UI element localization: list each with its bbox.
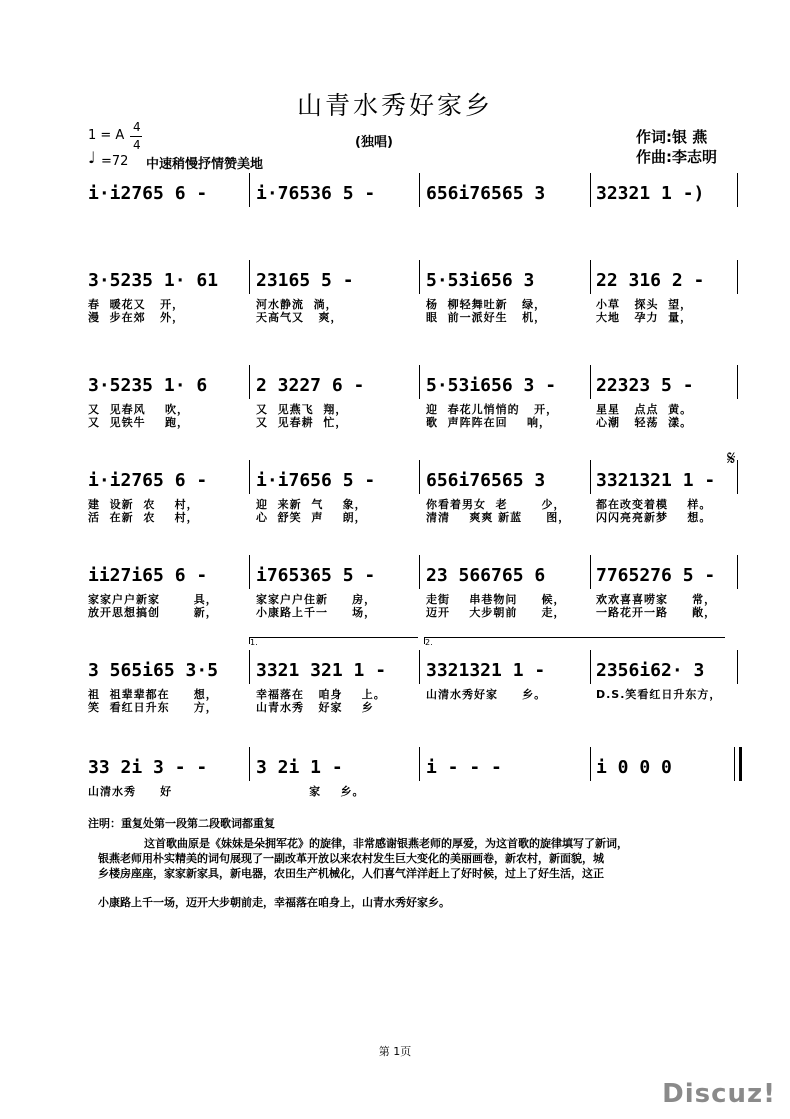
barline bbox=[590, 650, 591, 684]
lyric-verse-2: 小康路上千一 场， bbox=[256, 606, 377, 619]
lyric-verse-1: 你看着男女 老 少， bbox=[426, 498, 566, 511]
paragraph-line-5: 小康路上千一场，迈开大步朝前走，幸福落在咱身上，山青水秀好家乡。 bbox=[98, 896, 450, 909]
lyricist: 作词:银 燕 bbox=[636, 128, 708, 146]
key-signature: 1 = A bbox=[88, 128, 125, 143]
barline bbox=[249, 747, 250, 781]
lyric-verse-2: 又 见铁牛 跑， bbox=[88, 416, 189, 429]
volta-first-ending bbox=[249, 637, 418, 647]
lyric-verse-1: 建 设新 农 村， bbox=[88, 498, 199, 511]
score-line-4 bbox=[86, 470, 738, 524]
barline bbox=[737, 365, 738, 399]
lyric-verse-2: 一路花开一路 敞， bbox=[596, 606, 717, 619]
lyric-verse-2: 心 舒笑 声 朗， bbox=[256, 511, 367, 524]
lyric-verse-1: 又 见燕飞 翔， bbox=[256, 403, 348, 416]
tempo-description: 中速稍慢抒情赞美地 bbox=[146, 157, 264, 172]
barline bbox=[419, 460, 420, 494]
lyric-verse-2: 放开思想搞创 新， bbox=[88, 606, 218, 619]
lyric-verse-2: 又 见春耕 忙， bbox=[256, 416, 348, 429]
score-line-3 bbox=[86, 375, 738, 429]
lyric-verse-1: 家家户户新家 具， bbox=[88, 593, 218, 606]
lyric-verse-2: 活 在新 农 村， bbox=[88, 511, 199, 524]
score-line-2 bbox=[86, 270, 738, 324]
measure: 33 2i 3 - - bbox=[88, 757, 208, 778]
lyric-verse-2: 迈开 大步朝前 走， bbox=[426, 606, 566, 619]
measure: 3·5235 1· 61 bbox=[88, 270, 219, 291]
lyric-verse-1: 星星 点点 黄。 bbox=[596, 403, 693, 416]
watermark-logo: Discuz! bbox=[662, 1079, 776, 1109]
measure: 5·53i656 3 bbox=[426, 270, 535, 291]
lyric-verse-1: 家家户户住新 房， bbox=[256, 593, 377, 606]
lyric-verse-1: 祖 祖辈辈都在 想， bbox=[88, 688, 218, 701]
measure: 3 2i 1 - bbox=[256, 757, 343, 778]
barline bbox=[249, 460, 250, 494]
barline bbox=[590, 365, 591, 399]
lyric-verse-2: 心潮 轻荡 漾。 bbox=[596, 416, 693, 429]
composer: 作曲:李志明 bbox=[636, 148, 717, 166]
lyric-verse-2: 眼 前一派好生 机， bbox=[426, 311, 547, 324]
volta-second-ending bbox=[424, 637, 725, 647]
lyric-verse-1: 幸福落在 咱身 上。 bbox=[256, 688, 386, 701]
score-line-1 bbox=[86, 183, 738, 223]
barline bbox=[419, 365, 420, 399]
paragraph-line-3: 乡楼房座座，家家新家具，新电器，农田生产机械化，人们喜气洋洋赶上了好时候，过上了好生活，这正 bbox=[98, 867, 604, 880]
measure: 23165 5 - bbox=[256, 270, 354, 291]
quarter-note-icon: ♩ bbox=[88, 148, 96, 167]
measure: i - - - bbox=[426, 757, 502, 778]
measure: 32321 1 -) bbox=[596, 183, 705, 204]
page-number: 第 1页 bbox=[378, 1045, 412, 1058]
barline bbox=[737, 650, 738, 684]
lyric-verse-2: 山青水秀 好家 乡 bbox=[256, 701, 374, 714]
lyric-verse-1: 又 见春风 吹， bbox=[88, 403, 189, 416]
barline bbox=[590, 173, 591, 207]
lyric-verse-1: 山清水秀好家 乡。 bbox=[426, 688, 547, 701]
lyric-verse-2: 清清 爽爽 新蓝 图， bbox=[426, 511, 571, 524]
tempo-marking: =72 bbox=[101, 154, 129, 169]
performance-type: (独唱) bbox=[355, 135, 393, 150]
lyric-verse-1: 都在改变着模 样。 bbox=[596, 498, 712, 511]
barline bbox=[249, 650, 250, 684]
lyric-verse-1: D.S.笑看红日升东方， bbox=[596, 688, 722, 701]
lyric-verse-2: 笑 看红日升东 方， bbox=[88, 701, 218, 714]
segno-icon: 𝄋 bbox=[727, 446, 736, 470]
measure: 5·53i656 3 - bbox=[426, 375, 557, 396]
lyric-verse-1: 走街 串巷物问 候， bbox=[426, 593, 566, 606]
barline bbox=[419, 173, 420, 207]
lyric-verse-2: 天高气又 爽， bbox=[256, 311, 343, 324]
paragraph-line-4 bbox=[98, 881, 718, 895]
lyric-verse-2: 大地 孕力 量， bbox=[596, 311, 693, 324]
note-label: 注明：重复处第一段第二段歌词都重复 bbox=[88, 817, 275, 830]
barline bbox=[419, 555, 420, 589]
paragraph-line-2: 银燕老师用朴实精美的词句展现了一副改革开放以来农村发生巨大变化的美丽画卷，新农村，新面貌，城 bbox=[98, 852, 604, 865]
measure: 22 316 2 - bbox=[596, 270, 705, 291]
barline bbox=[737, 460, 738, 494]
score-line-5 bbox=[86, 565, 738, 619]
lyric-verse-1: 迎 春花儿悄悄的 开， bbox=[426, 403, 559, 416]
lyric-verse-1: 春 暖花又 开， bbox=[88, 298, 185, 311]
lyric-verse-2: 歌 声阵阵在回 响， bbox=[426, 416, 551, 429]
measure: 2 3227 6 - bbox=[256, 375, 365, 396]
barline bbox=[419, 747, 420, 781]
measure: 3321321 1 - bbox=[426, 660, 546, 681]
lyric-verse-1: 欢欢喜喜唠家 常， bbox=[596, 593, 717, 606]
barline bbox=[737, 173, 738, 207]
lyric-verse-2: 漫 步在郊 外， bbox=[88, 311, 185, 324]
barline bbox=[249, 260, 250, 294]
measure: 3·5235 1· 6 bbox=[88, 375, 208, 396]
description-paragraph bbox=[98, 836, 718, 910]
measure: i765365 5 - bbox=[256, 565, 376, 586]
time-signature-top: 4 bbox=[133, 120, 141, 134]
measure: 3321321 1 - bbox=[596, 470, 716, 491]
barline bbox=[590, 747, 591, 781]
lyric-verse-2: 闪闪亮亮新梦 想。 bbox=[596, 511, 712, 524]
time-signature-bottom: 4 bbox=[133, 138, 141, 152]
time-signature-line bbox=[130, 136, 142, 137]
barline bbox=[419, 650, 420, 684]
measure: 3 565i65 3·5 bbox=[88, 660, 219, 681]
lyric-verse-1: 河水静流 淌， bbox=[256, 298, 338, 311]
lyric-verse-1: 小草 探头 望， bbox=[596, 298, 693, 311]
song-title: 山青水秀好家乡 bbox=[296, 91, 493, 120]
barline bbox=[249, 173, 250, 207]
barline bbox=[737, 260, 738, 294]
measure: i·76536 5 - bbox=[256, 183, 376, 204]
measure: i 0 0 0 bbox=[596, 757, 672, 778]
paragraph-line-1: 这首歌曲原是《妹妹是朵拥军花》的旋律，非常感谢银燕老师的厚爱，为这首歌的旋律填写了新词， bbox=[144, 837, 628, 850]
score-line-7 bbox=[86, 757, 738, 797]
barline bbox=[737, 555, 738, 589]
barline bbox=[249, 555, 250, 589]
measure: i·i7656 5 - bbox=[256, 470, 376, 491]
barline bbox=[590, 555, 591, 589]
measure: 22323 5 - bbox=[596, 375, 694, 396]
lyric-verse-1: 山清水秀 好 bbox=[88, 785, 173, 798]
measure: 2356i62· 3 bbox=[596, 660, 705, 681]
lyric-verse-1: 杨 柳轻舞吐新 绿， bbox=[426, 298, 547, 311]
final-barline bbox=[734, 747, 742, 781]
measure: i·i2765 6 - bbox=[88, 470, 208, 491]
barline bbox=[590, 460, 591, 494]
measure: 7765276 5 - bbox=[596, 565, 716, 586]
barline bbox=[419, 260, 420, 294]
measure: 656i76565 3 bbox=[426, 470, 546, 491]
score-line-6 bbox=[86, 660, 738, 714]
measure: i·i2765 6 - bbox=[88, 183, 208, 204]
measure: 3321 321 1 - bbox=[256, 660, 387, 681]
lyric-verse-1: 家 乡。 bbox=[256, 785, 365, 798]
measure: 656i76565 3 bbox=[426, 183, 546, 204]
volta-second-label: 2. bbox=[425, 638, 433, 647]
measure: 23 566765 6 bbox=[426, 565, 546, 586]
measure: ii27i65 6 - bbox=[88, 565, 208, 586]
barline bbox=[249, 365, 250, 399]
lyric-verse-1: 迎 来新 气 象， bbox=[256, 498, 367, 511]
barline bbox=[590, 260, 591, 294]
volta-first-label: 1. bbox=[250, 638, 258, 647]
